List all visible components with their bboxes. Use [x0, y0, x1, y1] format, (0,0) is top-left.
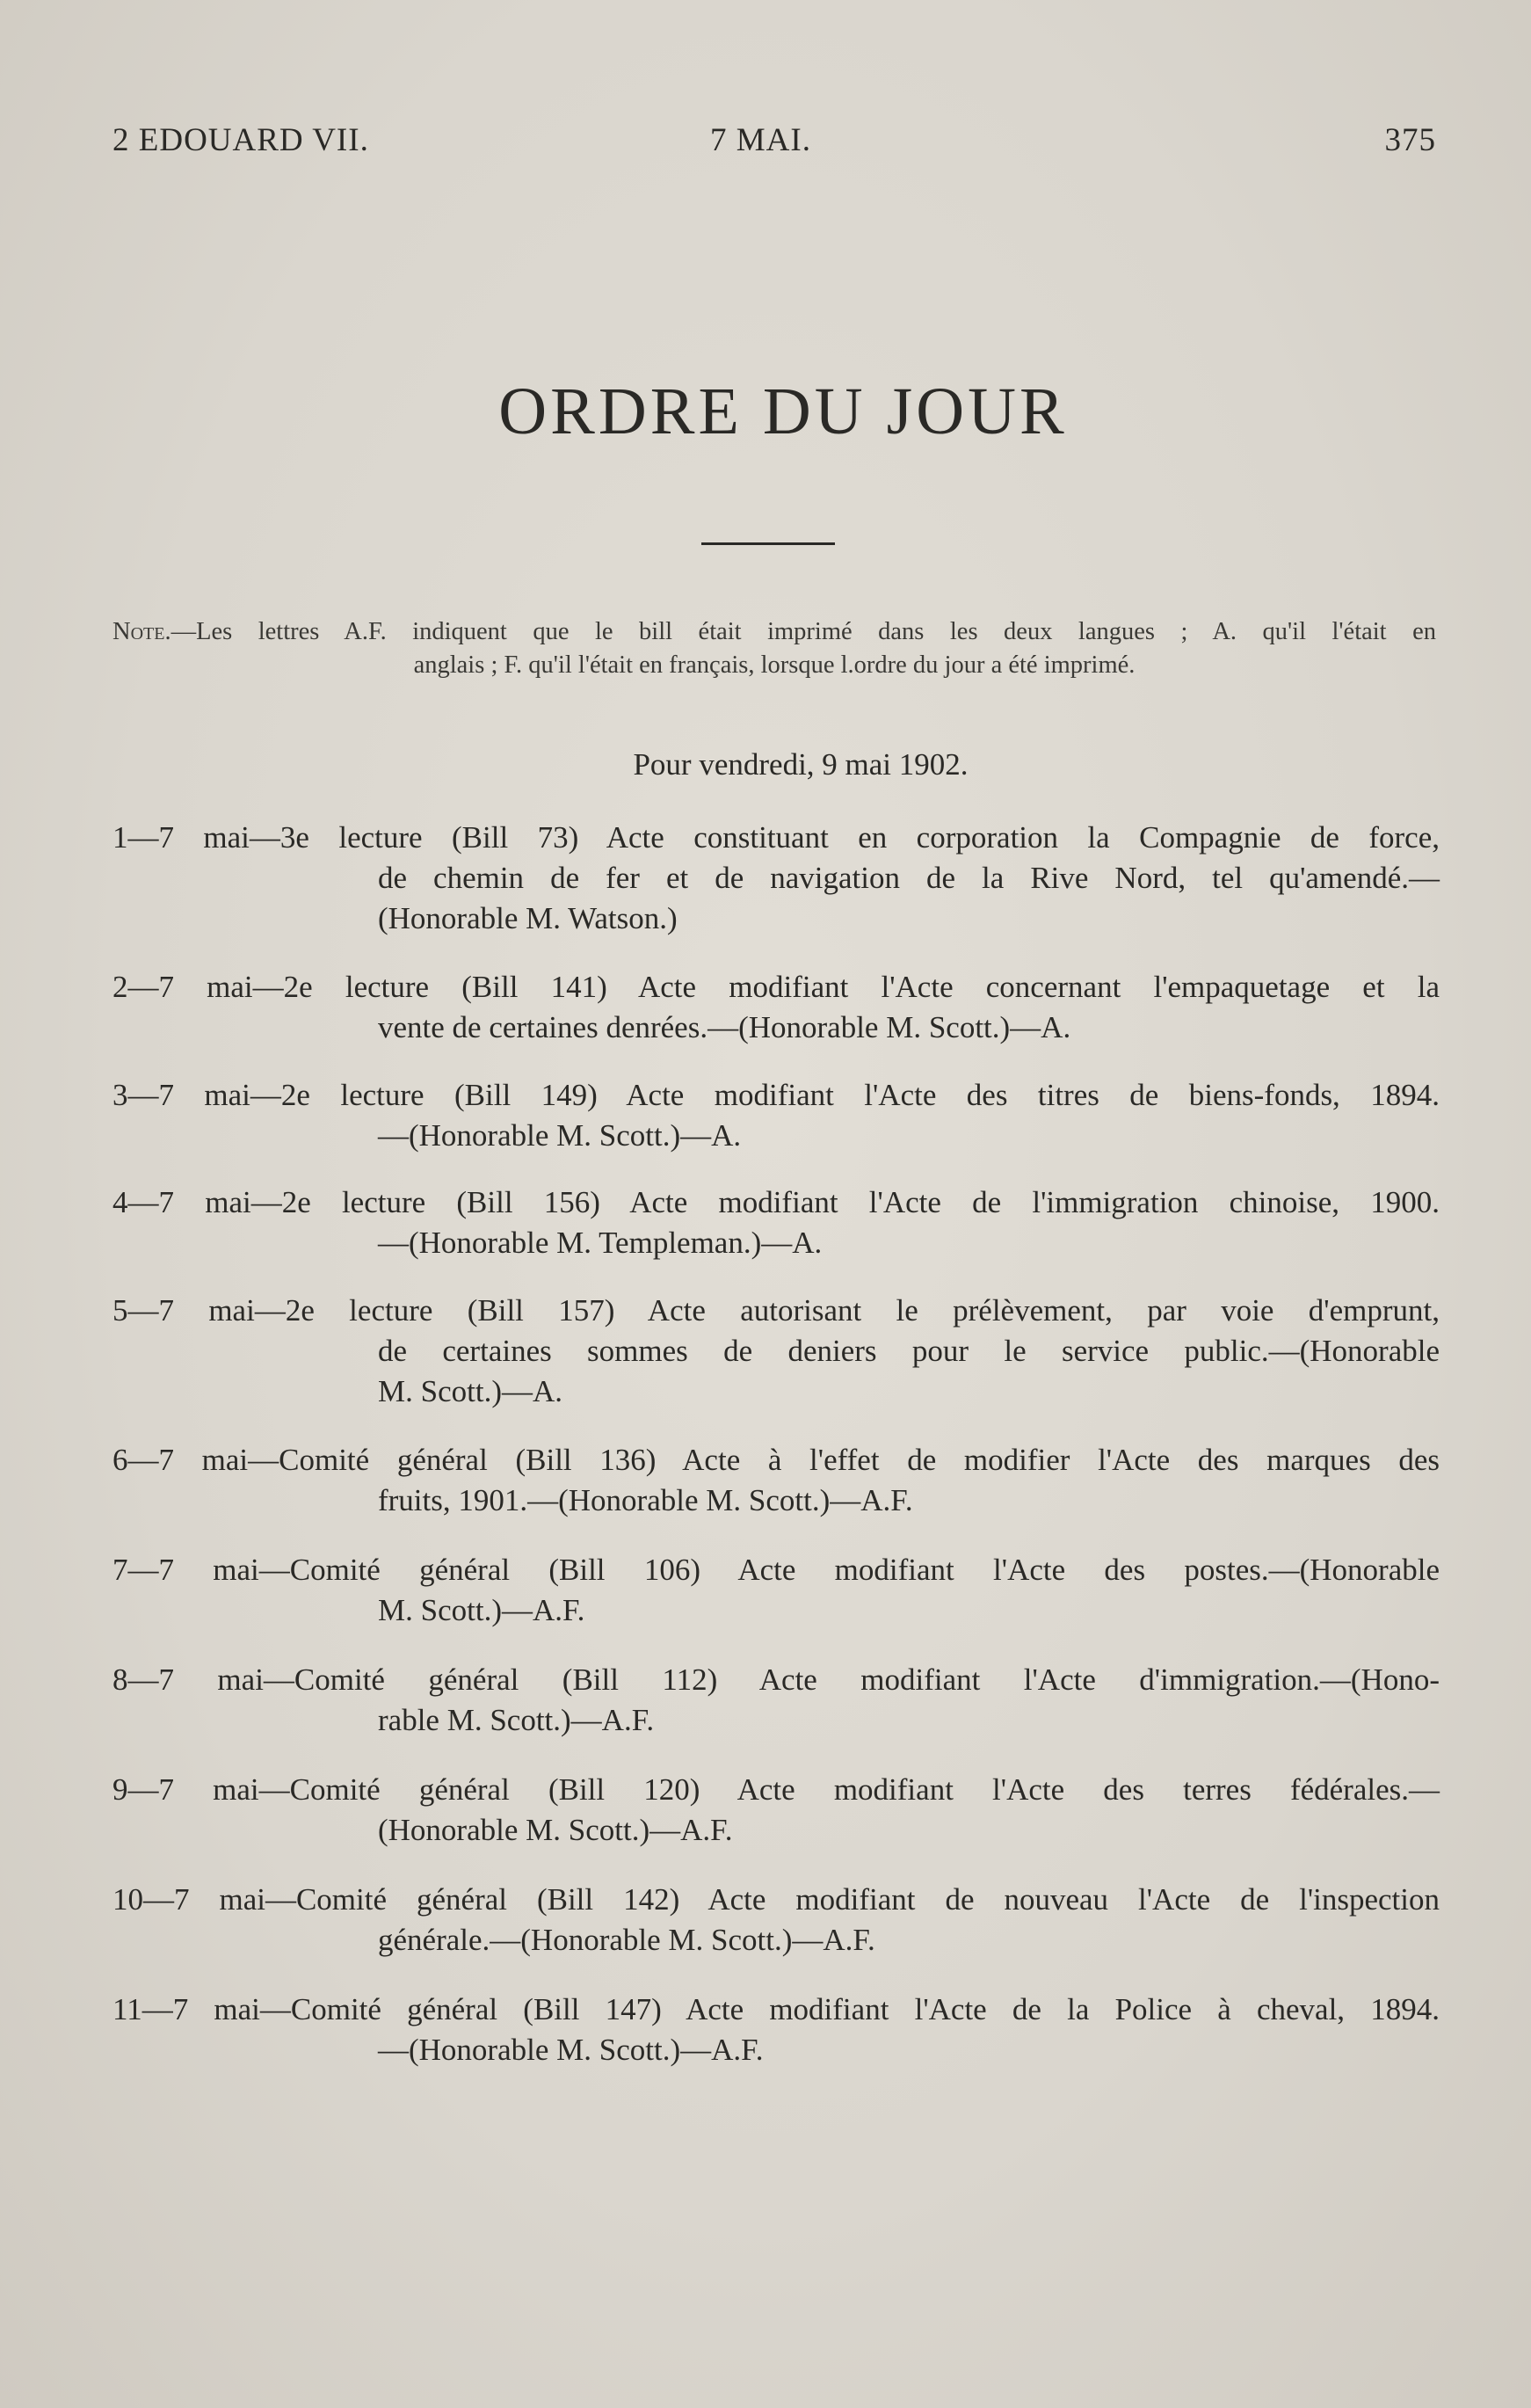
- header-date: 7 MAI.: [710, 122, 811, 158]
- item-continuation-line: de certaines sommes de deniers pour le service public.—(Honorable: [378, 1334, 1440, 1368]
- item-first-line: 11—7 mai—Comité général (Bill 147) Acte modifiant l'Acte de la Police à cheval, 1894.: [112, 1992, 1440, 2026]
- note-text-1: —Les lettres A.F. indiquent que le bill était imprimé dans les deux langues ; A. qu'il l'était en: [171, 618, 1436, 645]
- item-first-line: 4—7 mai—2e lecture (Bill 156) Acte modifiant l'Acte de l'immigration chinoise, 1900.: [112, 1185, 1440, 1219]
- item-first-line: 8—7 mai—Comité général (Bill 112) Acte modifiant l'Acte d'immigration.—(Hono-: [112, 1662, 1440, 1697]
- order-item: [112, 1770, 1440, 1851]
- item-continuation-line: fruits, 1901.—(Honorable M. Scott.)—A.F.: [378, 1483, 913, 1517]
- item-continuation-line: M. Scott.)—A.F.: [378, 1593, 585, 1627]
- order-item: [112, 1660, 1440, 1741]
- header-regnal-year: 2 EDOUARD VII.: [112, 122, 369, 158]
- order-item: [112, 1550, 1440, 1631]
- order-item: [112, 1075, 1440, 1156]
- item-first-line: 9—7 mai—Comité général (Bill 120) Acte modifiant l'Acte des terres fédérales.—: [112, 1772, 1440, 1807]
- note-line-1: [112, 615, 1436, 649]
- item-continuation-line: (Honorable M. Scott.)—A.F.: [378, 1813, 733, 1847]
- note-paragraph: [112, 615, 1436, 682]
- item-continuation-line: générale.—(Honorable M. Scott.)—A.F.: [378, 1923, 875, 1957]
- order-item: [112, 1990, 1440, 2070]
- order-item: [112, 1182, 1440, 1263]
- item-first-line: 6—7 mai—Comité général (Bill 136) Acte à l'effet de modifier l'Acte des marques des: [112, 1443, 1440, 1477]
- order-item: [112, 967, 1440, 1048]
- item-continuation-line: M. Scott.)—A.: [378, 1374, 562, 1408]
- order-item: [112, 1291, 1440, 1412]
- item-continuation-line: vente de certaines denrées.—(Honorable M. Scott.)—A.: [378, 1010, 1071, 1044]
- item-continuation-line: (Honorable M. Watson.): [378, 901, 678, 935]
- item-first-line: 5—7 mai—2e lecture (Bill 157) Acte autorisant le prélèvement, par voie d'emprunt,: [112, 1293, 1440, 1328]
- item-first-line: 3—7 mai—2e lecture (Bill 149) Acte modifiant l'Acte des titres de biens-fonds, 1894.: [112, 1078, 1440, 1112]
- order-item: [112, 1880, 1440, 1961]
- item-first-line: 2—7 mai—2e lecture (Bill 141) Acte modifiant l'Acte concernant l'empaquetage et la: [112, 970, 1440, 1004]
- item-continuation-line: de chemin de fer et de navigation de la Rive Nord, tel qu'amendé.—: [378, 861, 1440, 895]
- item-first-line: 1—7 mai—3e lecture (Bill 73) Acte constituant en corporation la Compagnie de force,: [112, 820, 1440, 855]
- order-item: [112, 818, 1440, 939]
- page-number: 375: [1384, 122, 1436, 158]
- item-first-line: 10—7 mai—Comité général (Bill 142) Acte modifiant de nouveau l'Acte de l'inspection: [112, 1882, 1440, 1917]
- order-item: [112, 1440, 1440, 1521]
- item-continuation-line: —(Honorable M. Scott.)—A.: [378, 1118, 742, 1153]
- session-date: Pour vendredi, 9 mai 1902.: [633, 747, 969, 782]
- note-line-2: anglais ; F. qu'il l'était en français, lorsque l.ordre du jour a été imprimé.: [413, 651, 1136, 679]
- item-continuation-line: rable M. Scott.)—A.F.: [378, 1703, 655, 1737]
- note-label: Note.: [112, 618, 171, 645]
- running-header: [112, 121, 1436, 165]
- title-divider: [701, 542, 835, 545]
- item-continuation-line: —(Honorable M. Scott.)—A.F.: [378, 2033, 764, 2067]
- item-first-line: 7—7 mai—Comité général (Bill 106) Acte modifiant l'Acte des postes.—(Honorable: [112, 1553, 1440, 1587]
- page-title: ORDRE DU JOUR: [498, 375, 1068, 448]
- item-continuation-line: —(Honorable M. Templeman.)—A.: [378, 1226, 823, 1260]
